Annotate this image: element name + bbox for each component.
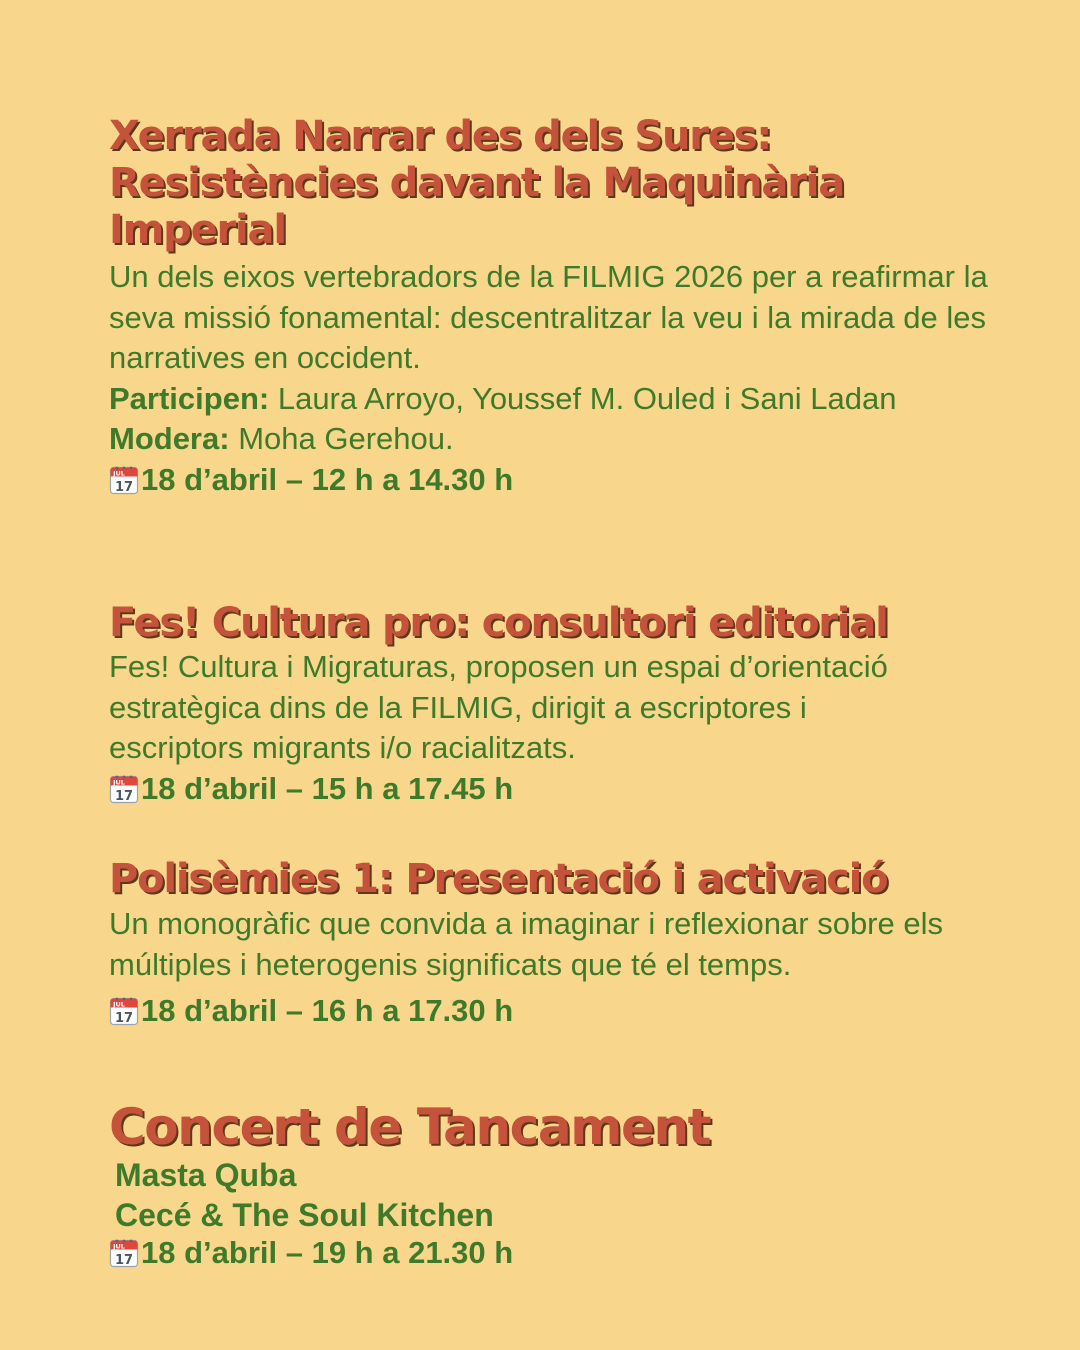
event-title: Fes! Cultura pro: consultori editorial [109,600,888,646]
event-polisemies [109,856,989,1031]
calendar-icon [109,774,139,804]
event-date [109,991,989,1031]
svg-text:JUL: JUL [113,778,125,786]
event-date [109,769,989,809]
event-fes-cultura [109,600,989,809]
concert-title: Concert de Tancament [109,1098,711,1156]
moderator-name: Moha Gerehou. [229,421,454,456]
svg-text:JUL: JUL [113,1000,125,1009]
calendar-icon [109,465,139,495]
event-xerrada [109,113,989,500]
closing-concert [109,1099,989,1273]
event-date-text: 18 d’abril – 12 h a 14.30 h [141,461,514,497]
svg-text:17: 17 [114,788,134,804]
svg-text:17: 17 [114,1011,134,1026]
svg-text:JUL: JUL [113,469,125,477]
calendar-icon [109,1238,139,1268]
artist-name: Cecé & The Soul Kitchen [115,1197,494,1233]
event-title [109,113,989,254]
svg-text:JUL: JUL [113,1242,125,1251]
moderator-label: Modera: [109,421,230,456]
event-title-line: Resistències davant la Maquinària [109,160,845,206]
event-description: Un dels eixos vertebradors de la FILMIG 2026 per a reafirmar la seva missió fonamental: descentralitzar la veu i la mirada de les narratives en occident. [109,259,988,375]
event-title: Polisèmies 1: Presentació i activació [109,856,888,902]
artist-name: Masta Quba [115,1157,297,1193]
event-date-text: 18 d’abril – 19 h a 21.30 h [141,1235,514,1270]
event-date-text: 18 d’abril – 16 h a 17.30 h [141,993,514,1028]
svg-text:17: 17 [114,1253,134,1268]
event-date [109,460,989,500]
event-title-line: Xerrada Narrar des dels Sures: [109,113,772,159]
participants-label: Participen: [109,380,270,416]
calendar-icon [109,996,139,1026]
event-description: Un monogràfic que convida a imaginar i reflexionar sobre els múltiples i heterogenis significats que té el temps. [109,906,943,982]
event-date [109,1233,989,1273]
event-description: Fes! Cultura i Migraturas, proposen un espai d’orientació estratègica dins de la FILMIG, dirigit a escriptores i escriptors migrants i/o racialitzats. [109,649,888,765]
svg-text:17: 17 [114,479,134,495]
event-title-line: Imperial [109,207,286,253]
event-participants [109,379,989,420]
event-moderator [109,419,989,460]
participants-names: Laura Arroyo, Youssef M. Ouled i Sani Ladan [269,380,897,416]
event-date-text: 18 d’abril – 15 h a 17.45 h [141,770,514,806]
